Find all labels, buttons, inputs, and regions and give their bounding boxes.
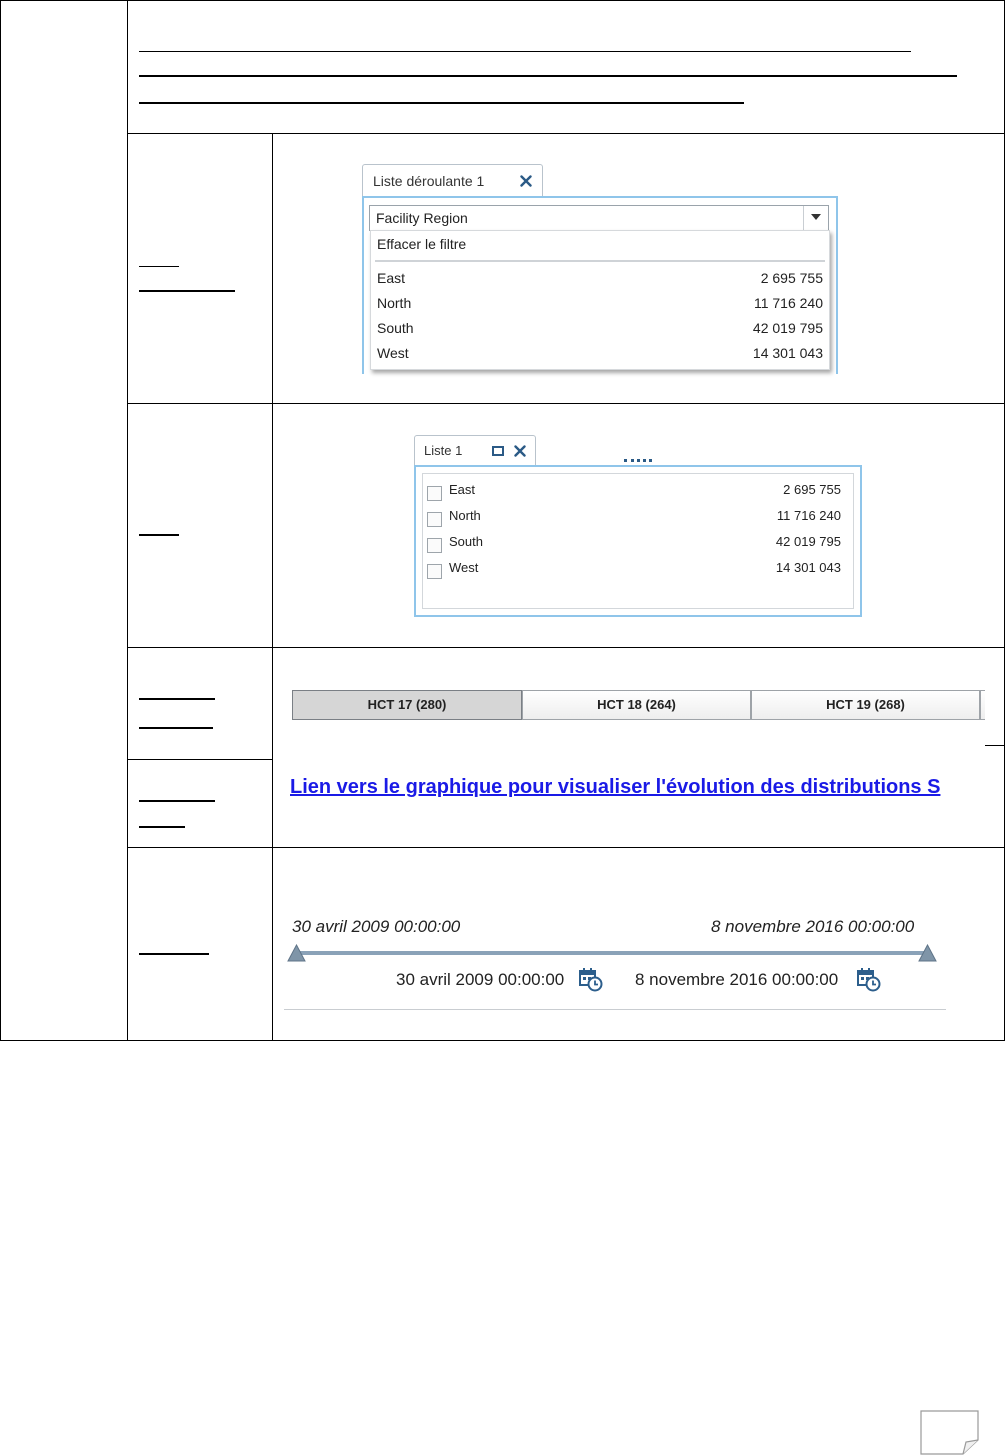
list-item[interactable] <box>427 482 841 504</box>
list-widget-panel <box>414 465 862 617</box>
option-value: 14 301 043 <box>752 345 823 361</box>
dropdown-menu <box>370 230 830 370</box>
drag-handle[interactable] <box>624 459 652 462</box>
list-item-value: 2 695 755 <box>783 482 841 497</box>
list-item-name: South <box>449 534 483 549</box>
dropdown-option[interactable] <box>377 270 823 292</box>
range-end-label: 8 novembre 2016 00:00:00 <box>711 917 915 936</box>
list-widget-title: Liste 1 <box>424 443 463 458</box>
row-divider <box>127 647 1005 648</box>
dropdown-option[interactable] <box>377 320 823 342</box>
slider-divider <box>284 1009 946 1010</box>
list-widget-tab[interactable] <box>414 435 536 466</box>
checkbox[interactable] <box>427 512 442 527</box>
facility-region-select[interactable] <box>369 205 829 231</box>
select-arrow-box[interactable] <box>803 206 828 230</box>
list-item[interactable] <box>427 534 841 556</box>
selected-start-date[interactable]: 30 avril 2009 00:00:00 <box>396 970 565 989</box>
redacted-label <box>139 534 179 536</box>
dropdown-widget-tab[interactable] <box>362 164 543 197</box>
slider-start-handle[interactable] <box>287 944 306 962</box>
checkbox[interactable] <box>427 538 442 553</box>
close-icon[interactable] <box>514 445 526 457</box>
slider-end-handle[interactable] <box>918 944 937 962</box>
list-box <box>422 473 854 609</box>
list-item-value: 42 019 795 <box>775 534 841 549</box>
close-icon[interactable] <box>520 175 532 187</box>
redacted-label <box>139 290 235 292</box>
menu-separator <box>375 260 825 262</box>
table-border-right <box>1004 0 1005 1040</box>
dropdown-option[interactable] <box>377 295 823 317</box>
redacted-label <box>139 953 209 955</box>
row-divider <box>127 759 272 760</box>
calendar-clock-icon[interactable] <box>579 968 603 992</box>
redacted-text-line <box>139 51 911 52</box>
option-value: 11 716 240 <box>753 295 823 311</box>
list-item-name: West <box>449 560 479 575</box>
dropdown-widget-title: Liste déroulante 1 <box>373 173 485 189</box>
list-item-value: 14 301 043 <box>775 560 841 575</box>
list-item-value: 11 716 240 <box>776 508 841 523</box>
redacted-label <box>139 800 215 802</box>
option-value: 42 019 795 <box>752 320 823 336</box>
redacted-label <box>139 727 213 729</box>
checkbox[interactable] <box>427 486 442 501</box>
list-item[interactable] <box>427 560 841 582</box>
table-border-top <box>0 0 1005 1</box>
table-border-left <box>0 0 1 1040</box>
option-name: East <box>377 270 406 286</box>
table-border-bottom <box>0 1040 1005 1041</box>
slider-track[interactable] <box>296 951 930 955</box>
tab-hct-19[interactable]: HCT 19 (268) <box>751 690 980 720</box>
tab-hct-18[interactable]: HCT 18 (264) <box>522 690 751 720</box>
clear-filter-item[interactable]: Effacer le filtre <box>377 236 467 252</box>
calendar-clock-icon[interactable] <box>857 968 881 992</box>
tab-next-partial[interactable] <box>980 690 985 720</box>
table-border-col1 <box>127 0 128 1040</box>
option-name: West <box>377 345 409 361</box>
maximize-icon[interactable] <box>492 445 504 457</box>
redacted-label <box>139 698 215 700</box>
option-name: North <box>377 295 412 311</box>
page-curl-icon <box>920 1410 980 1455</box>
chevron-down-icon <box>811 214 821 221</box>
select-value: Facility Region <box>376 210 468 226</box>
range-start-label: 30 avril 2009 00:00:00 <box>292 917 461 936</box>
tab-hct-17[interactable]: HCT 17 (280) <box>292 690 522 720</box>
list-item-name: North <box>449 508 481 523</box>
redacted-text-line <box>139 102 744 104</box>
option-value: 2 695 755 <box>760 270 823 286</box>
row-divider <box>127 403 1005 404</box>
redacted-label <box>139 266 179 267</box>
table-border-col2 <box>272 133 273 1040</box>
list-item-name: East <box>449 482 476 497</box>
checkbox[interactable] <box>427 564 442 579</box>
chart-link-container <box>290 776 986 806</box>
redacted-label <box>139 826 185 828</box>
row-divider <box>127 133 1005 134</box>
row-divider <box>985 745 1005 746</box>
option-name: South <box>377 320 414 336</box>
list-item[interactable] <box>427 508 841 530</box>
hct-tab-bar <box>292 690 985 720</box>
redacted-text-line <box>139 75 957 77</box>
row-divider <box>127 847 1005 848</box>
selected-end-date[interactable]: 8 novembre 2016 00:00:00 <box>635 970 839 989</box>
dropdown-option[interactable] <box>377 345 823 367</box>
chart-link[interactable]: Lien vers le graphique pour visualiser l'évolution des distributions S <box>290 776 941 798</box>
